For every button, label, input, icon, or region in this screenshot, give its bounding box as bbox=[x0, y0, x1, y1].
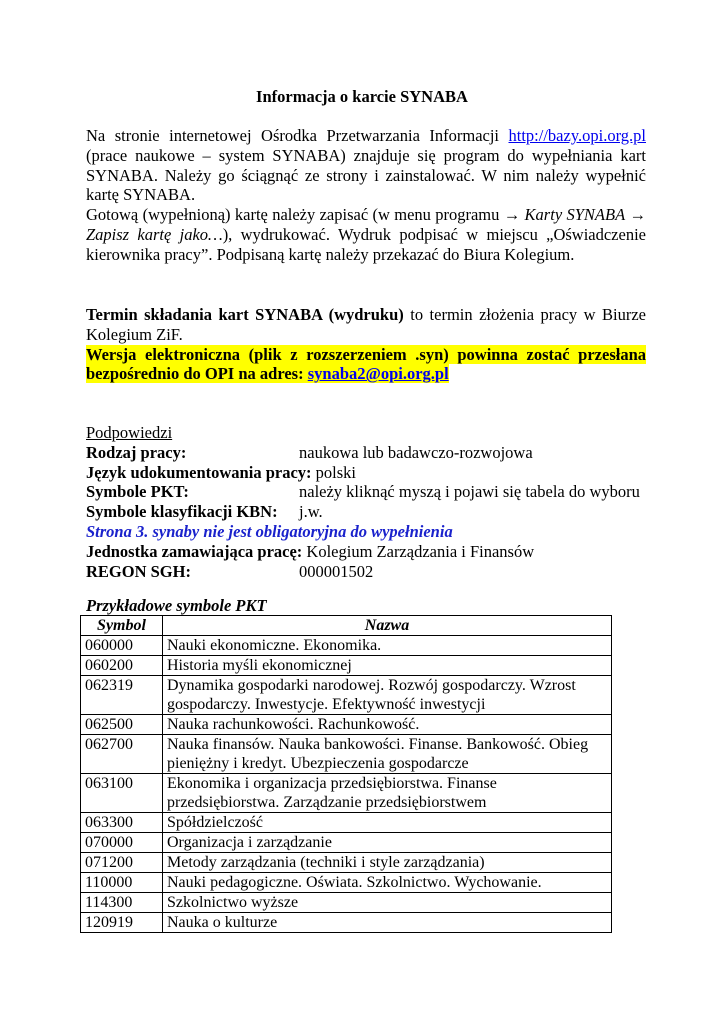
symbol-cell: 060200 bbox=[81, 656, 163, 676]
symbol-cell: 071200 bbox=[81, 853, 163, 873]
symbol-cell: 070000 bbox=[81, 833, 163, 853]
table-row bbox=[81, 636, 612, 656]
name-cell: Nauka rachunkowości. Rachunkowość. bbox=[163, 715, 612, 735]
table-row bbox=[81, 893, 612, 913]
name-cell: Szkolnictwo wyższe bbox=[163, 893, 612, 913]
symbol-cell: 110000 bbox=[81, 873, 163, 893]
print-instruction: ), wydrukować. Wydruk podpisać w miejscu „Oświadczenie kierownika pracy”. Podpisaną kartę należy przekazać do Biura Kolegium. bbox=[86, 224, 646, 264]
intro-text-cont: (prace naukowe – system SYNABA) znajduje się program do wypełniania kart SYNABA. Należy go ściągnąć ze strony i zainstalować. W nim należy wypełnić kartę SYNABA. bbox=[86, 145, 646, 205]
hint-value: Kolegium Zarządzania i Finansów bbox=[302, 541, 535, 561]
name-cell: Historia myśli ekonomicznej bbox=[163, 656, 612, 676]
hint-pkt bbox=[86, 482, 646, 502]
table-caption bbox=[86, 596, 646, 616]
symbol-cell: 114300 bbox=[81, 893, 163, 913]
pkt-caption: Przykładowe symbole PKT bbox=[86, 596, 267, 615]
intro-paragraph-1 bbox=[86, 126, 646, 205]
symbol-cell: 062700 bbox=[81, 735, 163, 774]
hint-kbn bbox=[86, 502, 646, 522]
table-row bbox=[81, 656, 612, 676]
table-row bbox=[81, 676, 612, 715]
name-cell: Nauki pedagogiczne. Oświata. Szkolnictwo. Wychowanie. bbox=[163, 873, 612, 893]
hint-label: Jednostka zamawiająca pracę: bbox=[86, 541, 303, 561]
electronic-version-text: Wersja elektroniczna (plik z rozszerzeniem .syn) powinna zostać przesłana bezpośrednio do OPI na adres: bbox=[86, 344, 646, 384]
deadline-text: to termin złożenia pracy w Biurze Kolegium ZiF. bbox=[86, 305, 646, 344]
table-row bbox=[81, 735, 612, 774]
menu-path-karty: Karty SYNABA bbox=[520, 205, 626, 225]
table-row bbox=[81, 813, 612, 833]
table-row bbox=[81, 873, 612, 893]
table-row bbox=[81, 853, 612, 873]
table-header-row bbox=[81, 616, 612, 636]
table-row bbox=[81, 715, 612, 735]
deadline-paragraph bbox=[86, 305, 646, 345]
hint-regon bbox=[86, 562, 646, 582]
hint-label: Symbole klasyfikacji KBN: bbox=[86, 502, 278, 522]
name-cell: Dynamika gospodarki narodowej. Rozwój gospodarczy. Wzrost gospodarczy. Inwestycje. Efektywność inwestycji bbox=[163, 676, 612, 715]
name-cell: Nauka o kulturze bbox=[163, 913, 612, 933]
symbol-cell: 060000 bbox=[81, 636, 163, 656]
hint-jezyk bbox=[86, 463, 646, 483]
hints-section bbox=[86, 423, 646, 581]
menu-path-zapisz: Zapisz kartę jako… bbox=[86, 224, 223, 244]
symbol-cell: 062500 bbox=[81, 715, 163, 735]
name-cell: Nauka finansów. Nauka bankowości. Finanse. Bankowość. Obieg pieniężny i kredyt. Ubezpieczenia gospodarcze bbox=[163, 735, 612, 774]
name-cell: Spółdzielczość bbox=[163, 813, 612, 833]
arrow-right-icon: → bbox=[629, 205, 646, 225]
deadline-label: Termin składania kart SYNABA (wydruku) bbox=[86, 305, 404, 324]
hint-label: Rodzaj pracy: bbox=[86, 442, 187, 462]
hint-value: polski bbox=[311, 462, 356, 482]
electronic-version-notice bbox=[86, 345, 646, 385]
intro-text: Na stronie internetowej Ośrodka Przetwarzania Informacji bbox=[86, 126, 509, 145]
hint-label: Symbole PKT: bbox=[86, 482, 189, 502]
hint-value: naukowa lub badawczo-rozwojowa bbox=[299, 442, 533, 462]
intro-section bbox=[86, 126, 646, 265]
hint-rodzaj bbox=[86, 443, 646, 463]
name-cell: Nauki ekonomiczne. Ekonomika. bbox=[163, 636, 612, 656]
symbol-cell: 062319 bbox=[81, 676, 163, 715]
symbol-cell: 063300 bbox=[81, 813, 163, 833]
symbol-cell: 120919 bbox=[81, 913, 163, 933]
pkt-table bbox=[80, 615, 612, 933]
table-row bbox=[81, 913, 612, 933]
hint-jednostka bbox=[86, 542, 646, 562]
pkt-table-body bbox=[81, 636, 612, 933]
name-cell: Metody zarządzania (techniki i style zarządzania) bbox=[163, 853, 612, 873]
hint-label: REGON SGH: bbox=[86, 561, 191, 581]
hint-value: należy kliknąć myszą i pojawi się tabela do wyboru bbox=[299, 482, 640, 502]
document-title: Informacja o karcie SYNABA bbox=[256, 87, 468, 106]
hint-label: Język udokumentowania pracy: bbox=[86, 462, 312, 482]
intro-paragraph-2 bbox=[86, 205, 646, 264]
deadline-section bbox=[86, 305, 646, 384]
table-row bbox=[81, 833, 612, 853]
column-header-nazwa: Nazwa bbox=[163, 616, 612, 636]
email-link[interactable]: synaba2@opi.org.pl bbox=[307, 364, 449, 384]
name-cell: Ekonomika i organizacja przedsiębiorstwa. Finanse przedsiębiorstwa. Zarządzanie przedsiębiorstwem bbox=[163, 774, 612, 813]
name-cell: Organizacja i zarządzanie bbox=[163, 833, 612, 853]
hint-value: 000001502 bbox=[299, 561, 374, 581]
symbol-cell: 063100 bbox=[81, 774, 163, 813]
column-header-symbol: Symbol bbox=[81, 616, 163, 636]
opi-link[interactable]: http://bazy.opi.org.pl bbox=[508, 126, 646, 145]
hints-heading: Podpowiedzi bbox=[86, 423, 173, 442]
save-instruction: Gotową (wypełnioną) kartę należy zapisać (w menu programu bbox=[86, 205, 504, 225]
table-row bbox=[81, 774, 612, 813]
strona3-note: Strona 3. synaby nie jest obligatoryjna do wypełnienia bbox=[86, 521, 453, 541]
hint-value: j.w. bbox=[299, 502, 323, 522]
arrow-right-icon: → bbox=[503, 205, 521, 225]
